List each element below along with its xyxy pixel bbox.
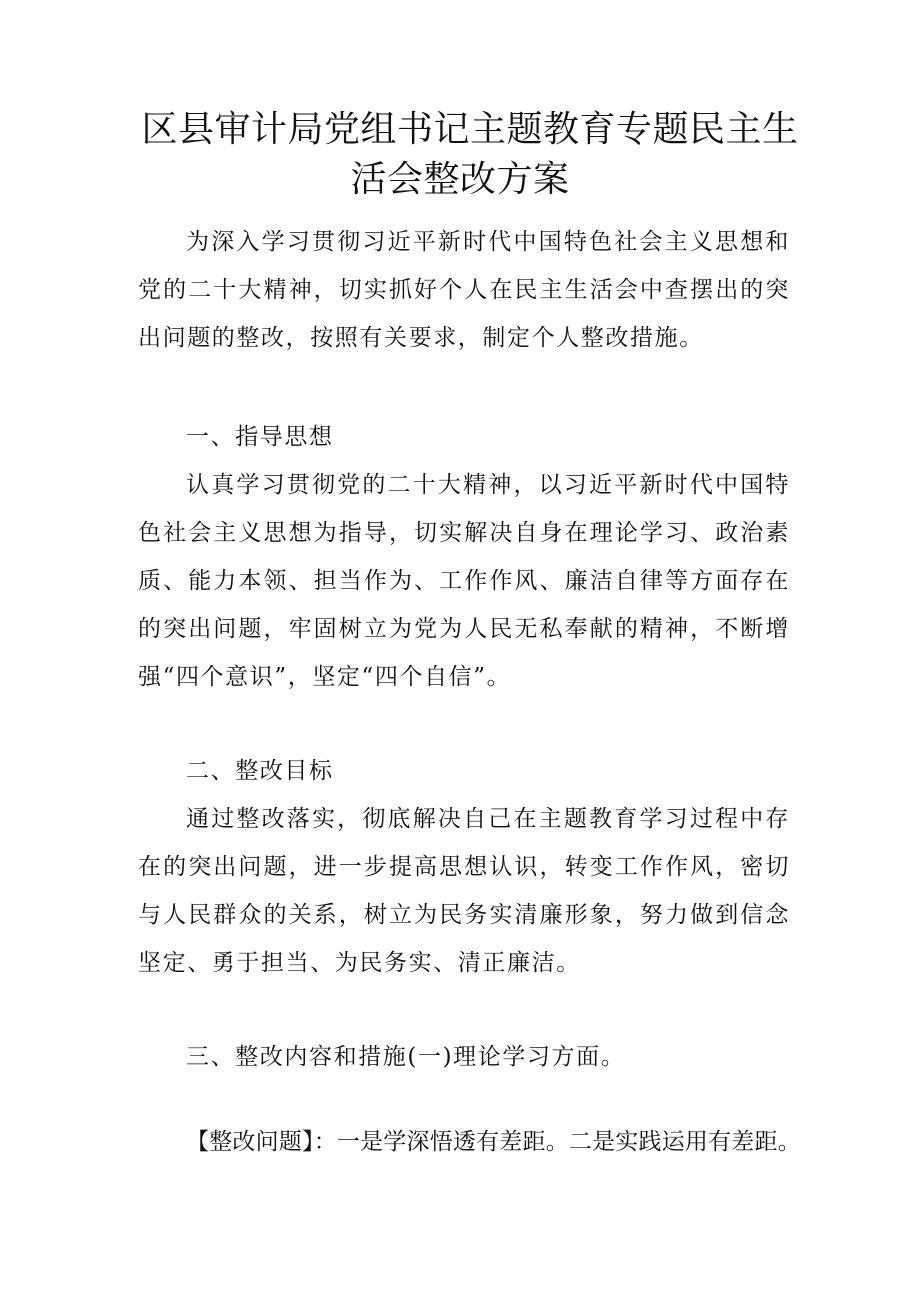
section-paragraph-rectification-goals: 通过整改落实，彻底解决自己在主题教育学习过程中存在的突出问题，进一步提高思想认识，转变工作作风，密切与人民群众的关系，树立为民务实清廉形象，努力做到信念坚定、勇于担当、为民务实、清正廉洁。 (138, 806, 790, 976)
section-paragraph-guiding-ideology: 认真学习贯彻党的二十大精神，以习近平新时代中国特色社会主义思想为指导，切实解决自身在理论学习、政治素质、能力本领、担当作为、工作作风、廉洁自律等方面存在的突出问题，牢固树立为党为人民无私奉献的精神，不断增强“四个意识”，坚定“四个自信”。 (138, 472, 790, 690)
intro-paragraph: 为深入学习贯彻习近平新时代中国特色社会主义思想和党的二十大精神，切实抓好个人在民主生活会中查摆出的突出问题的整改，按照有关要求，制定个人整改措施。 (138, 229, 790, 351)
document-title-line-2: 活会整改方案 (350, 159, 570, 200)
document-title-line-1: 区县审计局党组书记主题教育专题民主生 (141, 109, 799, 150)
rectification-issue-line: 【整改问题】：一是学深悟透有差距。二是实践运用有差距。 (186, 1129, 801, 1155)
section-heading-guiding-ideology: 一、指导思想 (186, 424, 334, 450)
section-heading-rectification-goals: 二、整改目标 (186, 758, 334, 784)
section-heading-rectification-measures: 三、整改内容和措施(一)理论学习方面。 (186, 1044, 626, 1070)
